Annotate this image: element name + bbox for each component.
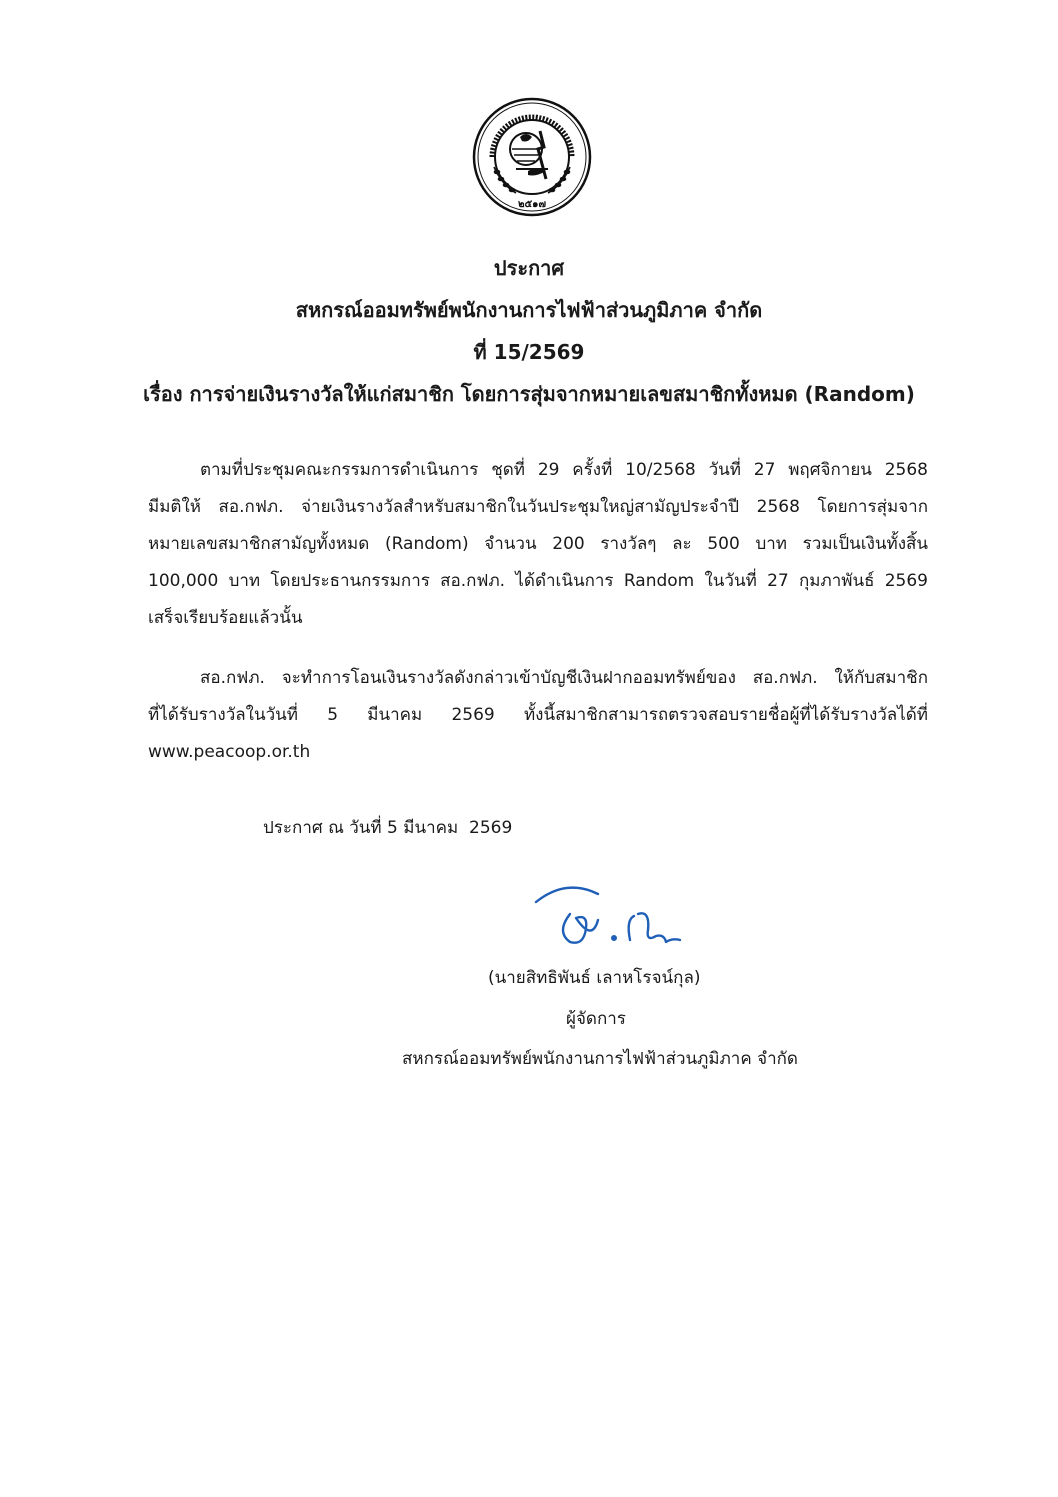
announcement-date: ประกาศ ณ วันที่ 5 มีนาคม 2569	[263, 818, 513, 838]
body-paragraph-1	[148, 452, 928, 637]
announcement-subject: เรื่อง การจ่ายเงินรางวัลให้แก่สมาชิก โดยการสุ่มจากหมายเลขสมาชิกทั้งหมด (Random)	[143, 382, 915, 406]
handwritten-signature	[526, 876, 686, 956]
announcement-number: ที่ 15/2569	[473, 340, 585, 364]
seal-year-text: ๒๕๑๗	[517, 199, 547, 210]
paragraph-2-line: ที่ได้รับรางวัลในวันที่ 5 มีนาคม 2569 ทั้งนี้สมาชิกสามารถตรวจสอบรายชื่อผู้ที่ได้รับรางวัลได้ที่	[148, 705, 928, 725]
signatory-name: (นายสิทธิพันธ์ เลาหโรจน์กุล)	[488, 968, 701, 988]
announcement-title: ประกาศ	[493, 256, 565, 280]
website-link[interactable]: www.peacoop.or.th	[148, 742, 311, 762]
paragraph-1-line: เสร็จเรียบร้อยแล้วนั้น	[148, 608, 303, 628]
organization-name: สหกรณ์ออมทรัพย์พนักงานการไฟฟ้าส่วนภูมิภาค จำกัด	[295, 298, 763, 322]
signatory-organization: สหกรณ์ออมทรัพย์พนักงานการไฟฟ้าส่วนภูมิภาค จำกัด	[402, 1049, 798, 1069]
paragraph-2-line: สอ.กฟภ. จะทำการโอนเงินรางวัลดังกล่าวเข้าบัญชีเงินฝากออมทรัพย์ของ สอ.กฟภ. ให้กับสมาชิก	[200, 668, 928, 688]
paragraph-1-line: มีมติให้ สอ.กฟภ. จ่ายเงินรางวัลสำหรับสมาชิกในวันประชุมใหญ่สามัญประจำปี 2568 โดยการสุ่มจาก	[148, 497, 928, 517]
body-paragraph-2	[148, 660, 928, 771]
signatory-title: ผู้จัดการ	[566, 1009, 626, 1029]
paragraph-1-line: ตามที่ประชุมคณะกรรมการดำเนินการ ชุดที่ 29 ครั้งที่ 10/2568 วันที่ 27 พฤศจิกายน 2568	[200, 460, 928, 480]
paragraph-1-line: 100,000 บาท โดยประธานกรรมการ สอ.กฟภ. ได้ดำเนินการ Random ในวันที่ 27 กุมภาพันธ์ 2569	[148, 571, 928, 591]
cooperative-seal-logo	[472, 97, 592, 217]
paragraph-1-line: หมายเลขสมาชิกสามัญทั้งหมด (Random) จำนวน 200 รางวัลๆ ละ 500 บาท รวมเป็นเงินทั้งสิ้น	[148, 534, 928, 554]
